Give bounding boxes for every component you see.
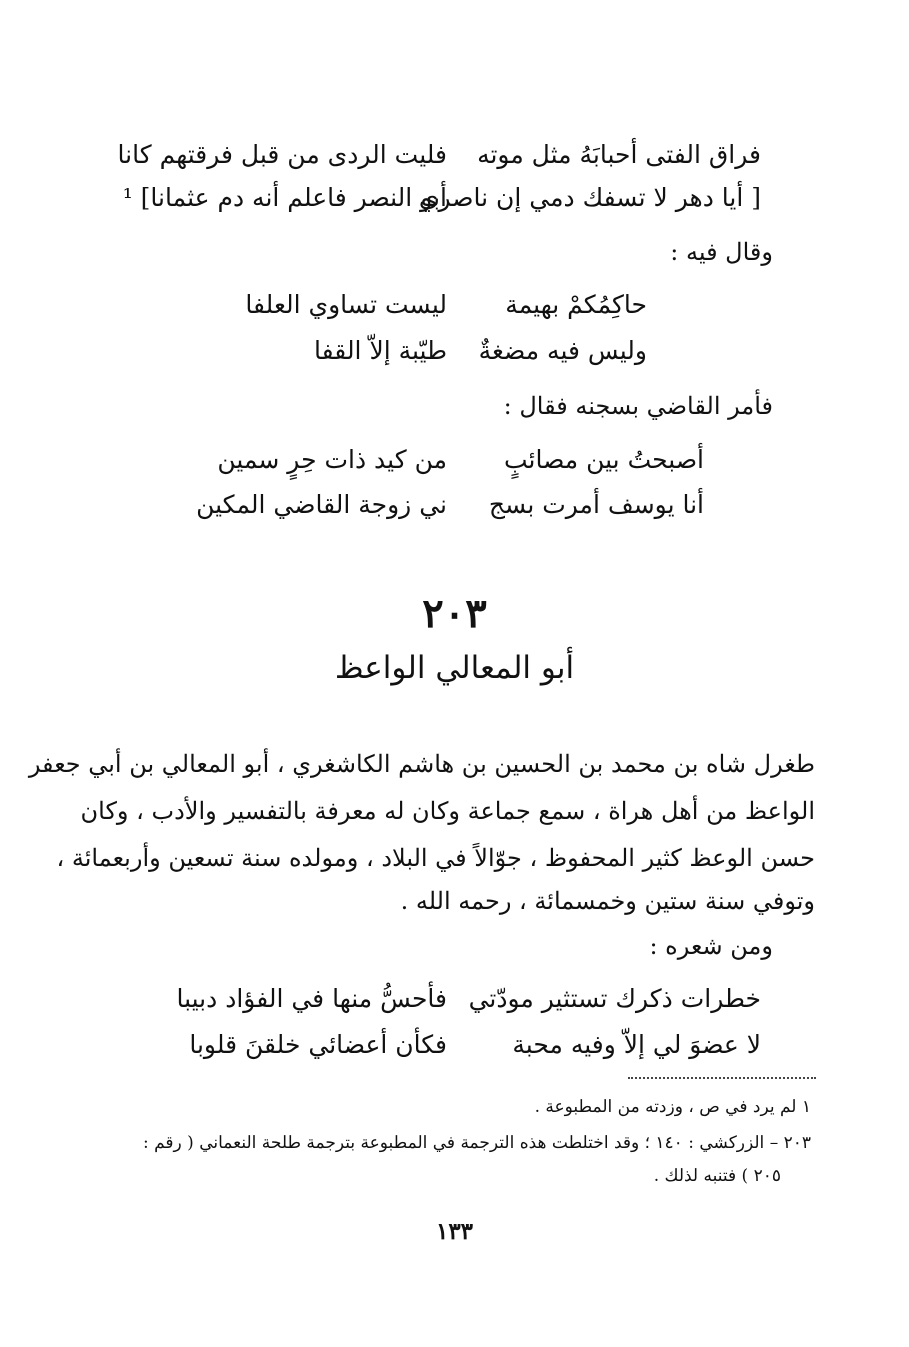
verse-3-1-first: أصبحتُ بين مصائبٍ xyxy=(503,445,704,474)
page-number: ١٣٣ xyxy=(435,1218,474,1245)
verse-2-1-second: ليست تساوي العلفا xyxy=(245,290,447,319)
verse-4-1-first: خطرات ذكرك تستثير مودّتي xyxy=(468,984,761,1013)
intro-4: ومن شعره : xyxy=(649,932,773,960)
bio-line-3: حسن الوعظ كثير المحفوظ ، جوّالاً في البلاد ، ومولده سنة تسعين وأربعمائة ، xyxy=(56,844,815,872)
verse-4-2-first: لا عضوَ لي إلاّ وفيه محبة xyxy=(512,1030,761,1059)
verse-3-2-second: ني زوجة القاضي المكين xyxy=(196,490,447,519)
verse-1-1-second: فليت الردى من قبل فرقتهم كانا xyxy=(117,140,447,169)
verse-2-2-first: وليس فيه مضغةٌ xyxy=(478,336,647,365)
verse-2-1-first: حاكِمُكمْ بهيمة xyxy=(505,290,647,319)
bio-line-4: وتوفي سنة ستين وخمسمائة ، رحمه الله . xyxy=(400,887,815,915)
footnote-2: ٢٠٣ – الزركشي : ١٤٠ ؛ وقد اختلطت هذه الترجمة في المطبوعة بترجمة طلحة النعماني ( رقم : xyxy=(142,1133,811,1153)
entry-number: ٢٠٣ xyxy=(422,590,487,637)
verse-4-1-second: فأحسُّ منها في الفؤاد دبيبا xyxy=(176,984,447,1013)
verse-2-2-second: طيّبة إلاّ القفا xyxy=(314,336,447,365)
footnote-2-continued: ٢٠٥ ) فتنبه لذلك . xyxy=(653,1166,781,1186)
verse-1-2-first: [ أيا دهر لا تسفك دمي إن ناصري xyxy=(418,183,761,212)
footnote-1: ١ لم يرد في ص ، وزدته من المطبوعة . xyxy=(534,1097,811,1117)
verse-4-2-second: فكأن أعضائي خلقنَ قلوبا xyxy=(189,1030,447,1059)
verse-3-2-first: أنا يوسف أمرت بسج xyxy=(488,490,704,519)
entry-title: أبو المعالي الواعظ xyxy=(334,650,575,686)
footnote-separator xyxy=(628,1077,816,1079)
bio-line-2: الواعظ من أهل هراة ، سمع جماعة وكان له معرفة بالتفسير والأدب ، وكان xyxy=(80,797,815,825)
verse-3-1-second: من كيد ذات حِرٍ سمين xyxy=(217,445,447,474)
verse-1-2-second: أبو النصر فاعلم أنه دم عثمانا] ¹ xyxy=(122,183,447,212)
bio-line-1: طغرل شاه بن محمد بن الحسين بن هاشم الكاشغري ، أبو المعالي بن أبي جعفر xyxy=(28,750,815,778)
verse-1-1-first: فراق الفتى أحبابَهُ مثل موته xyxy=(477,140,761,169)
intro-3: فأمر القاضي بسجنه فقال : xyxy=(503,392,773,420)
intro-2: وقال فيه : xyxy=(670,238,773,266)
